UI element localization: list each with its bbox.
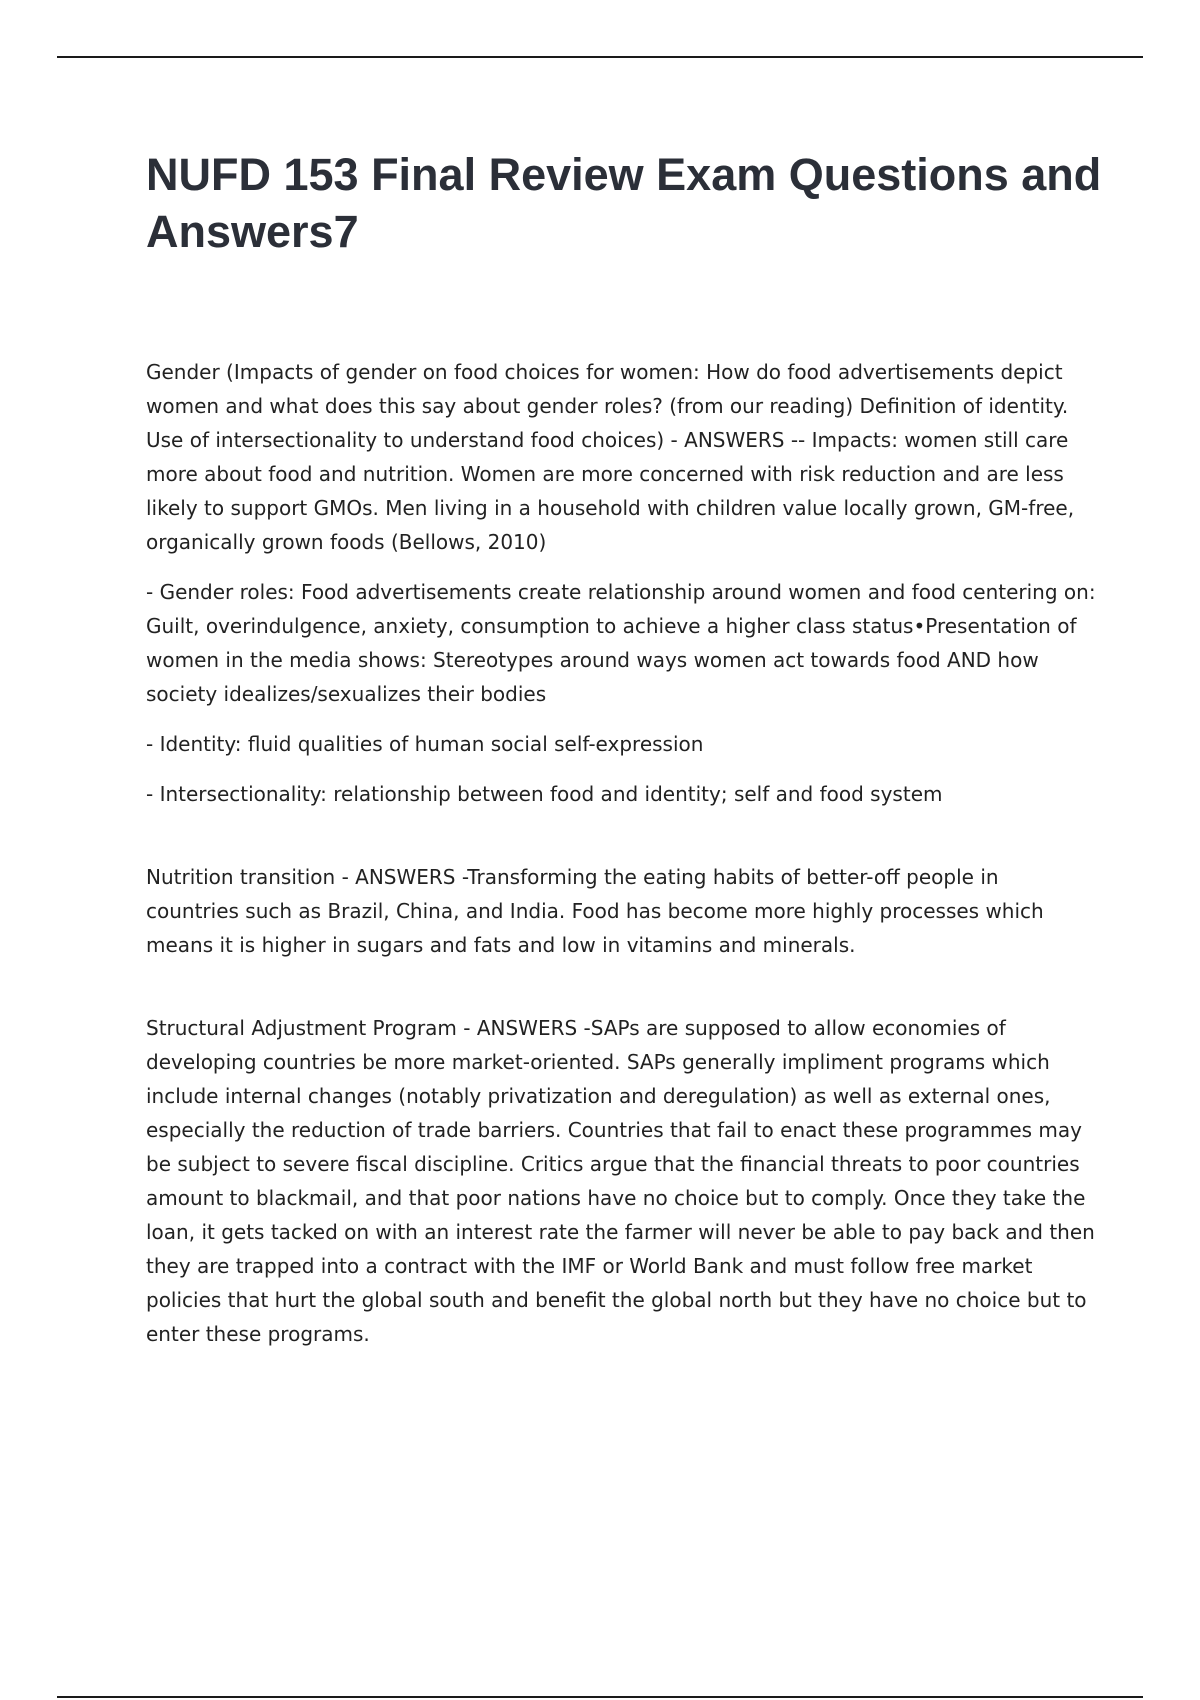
paragraph: - Intersectionality: relationship between food and identity; self and food system [146,782,943,806]
block-spacer [146,978,1096,1011]
paragraph: - Identity: fluid qualities of human social self-expression [146,732,704,756]
paragraph: Structural Adjustment Program - ANSWERS -SAPs are supposed to allow economies of developing countries be more market-oriented. SAPs generally impliment programs which include internal changes (notably privatization and deregulation) as well as external ones, especially the reduction of trade barriers. Countries that fail to enact these programmes may be subject to severe fiscal discipline. Critics argue that the financial threats to poor countries amount to blackmail, and that poor nations have no choice but to comply. Once they take the loan, it gets tacked on with an interest rate the farmer will never be able to pay back and then they are trapped into a contract with the IMF or World Bank and must follow free market policies that hurt the global south and benefit the global north but they have no choice but to enter these programs. [146,1016,1095,1346]
qa-block-gender [146,355,1096,811]
block-spacer [146,827,1096,860]
qa-block-structural-adjustment [146,1011,1096,1351]
top-rule [57,56,1143,58]
paragraph: Nutrition transition - ANSWERS -Transforming the eating habits of better-off people in countries such as Brazil, China, and India. Food has become more highly processes which means it is higher in sugars and fats and low in vitamins and minerals. [146,865,1044,957]
paragraph: Gender (Impacts of gender on food choices for women: How do food advertisements depict women and what does this say about gender roles? (from our reading) Definition of identity. Use of intersectionality to understand food choices) - ANSWERS -- Impacts: women still care more about food and nutrition. Women are more concerned with risk reduction and are less likely to support GMOs. Men living in a household with children value locally grown, GM-free, organically grown foods (Bellows, 2010) [146,360,1075,554]
document-body [146,355,1096,1367]
paragraph: - Gender roles: Food advertisements create relationship around women and food centering on: Guilt, overindulgence, anxiety, consumption to achieve a higher class status•Presentation of women in the media shows: Stereotypes around ways women act towards food AND how society idealizes/sexualizes their bodies [146,580,1096,706]
qa-block-nutrition-transition [146,860,1096,962]
bottom-rule [57,1696,1143,1698]
document-title: NUFD 153 Final Review Exam Questions and Answers7 [146,149,1102,257]
